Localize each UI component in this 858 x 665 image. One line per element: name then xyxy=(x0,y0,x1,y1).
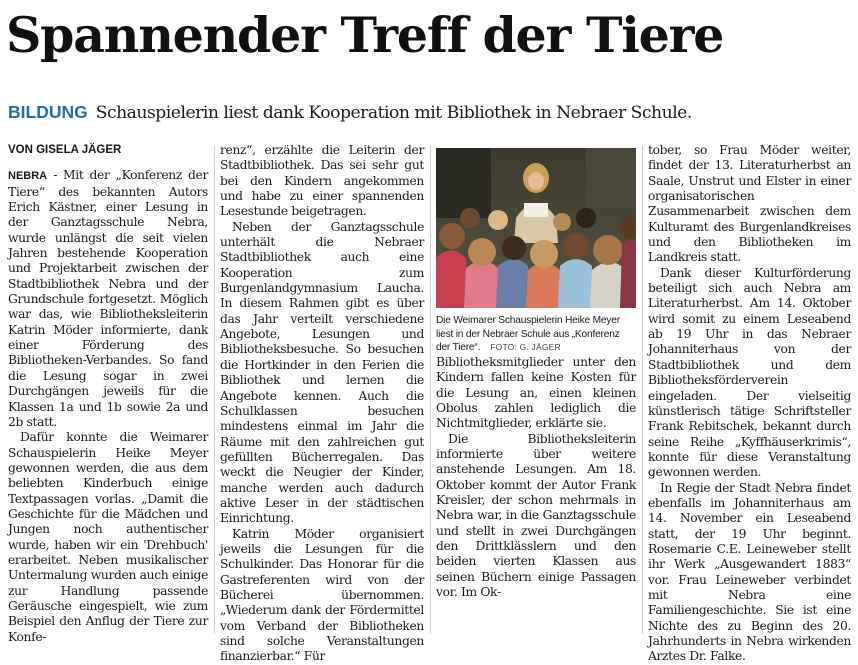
article-photo xyxy=(436,148,636,308)
paragraph: Die Bibliotheksleiterin informierte über weitere anstehende Lesungen. Am 18. Oktober kommt der Autor Frank Kreisler, der schon mehrmals in Nebra war, in die Ganztagsschule und stellt in zwei Durchgängen den Drittklässlern und den beiden vierten Klassen aus seinen Büchern einige Passagen vor. Im Ok- xyxy=(436,431,636,600)
paragraph: In Regie der Stadt Nebra findet ebenfalls im Johanniterhaus am 14. November ein Leseabend statt, der 19 Uhr beginnt. Rosemarie C.E. Leineweber stellt ihr Werk „Ausgewandert 1883“ vor. Frau Leineweber verbindet mit Nebra eine Familiengeschichte. Sie ist eine Nichte des zu Beginn des 20. Jahrhunderts in Nebra wirkenden Arztes Dr. Falke. xyxy=(648,480,851,664)
caption-text: Die Weimarer Schauspielerin Heike Meyer liest in der Nebraer Schule aus „Konferenz der Tiere“. xyxy=(436,315,620,353)
article-column-2 xyxy=(220,143,424,665)
dateline: NEBRA xyxy=(8,170,48,183)
column-divider xyxy=(430,146,431,634)
paragraph xyxy=(8,168,208,430)
reading-photo-illustration xyxy=(436,148,636,308)
paragraph: Katrin Möder organisiert jeweils die Lesungen für die Schulkinder. Das Honorar für die Gastreferenten wird von der Bücherei übernommen. „Wiederum dank der Fördermittel vom Verband der Bibliotheken sind solche Veranstaltungen finanzierbar.“ Für xyxy=(220,526,424,664)
photo-credit: FOTO: G. JÄGER xyxy=(490,342,561,352)
subheadline xyxy=(8,100,854,125)
photo-caption xyxy=(436,314,636,355)
paragraph: Dank dieser Kulturförderung beteiligt sich auch Nebra am Literaturherbst. Am 14. Oktober wird somit zu einem Leseabend ab 19 Uhr in das Nebraer Johanniterhaus von der Stadtbibliothek und dem Bibliotheksförderverein eingeladen. Der vielseitig künstlerisch tätige Schriftsteller Frank Rebitschek, bekannt durch seine Reihe „Kyffhäuserkrimis“, konnte für diese Veranstaltung gewonnen werden. xyxy=(648,265,851,480)
column-divider xyxy=(642,146,643,634)
article-column-1 xyxy=(8,143,208,645)
paragraph: tober, so Frau Möder weiter, findet der 13. Literaturherbst an Saale, Unstrut und Elster in einer organisatorischen Zusammenarbeit zwischen dem Kulturamt des Burgenlandkreises und den Bibliotheken im Landkreis statt. xyxy=(648,143,851,265)
article-column-3 xyxy=(436,355,636,601)
paragraph: Bibliotheksmitglieder unter den Kindern fallen keine Kosten für die Lesung an, einen kleinen Obolus zahlen lediglich die Nichtmitglieder, erklärte sie. xyxy=(436,355,636,431)
subheadline-text: Schauspielerin liest dank Kooperation mit Bibliothek in Nebraer Schule. xyxy=(95,103,692,123)
article-column-4 xyxy=(648,143,851,665)
paragraph: Dafür konnte die Weimarer Schauspielerin Heike Meyer gewonnen werden, die aus dem beliebten Kinderbuch einige Textpassagen vorlas. „Damit die Geschichte für die Mädchen und Jungen noch authentischer wurde, haben wir ein 'Drehbuch' erarbeitet. Neben musikalischer Untermalung wurden auch einige zur Handlung passende Geräusche eingespielt, wie zum Beispiel den Anflug der Tiere zur Konfe- xyxy=(8,430,208,644)
paragraph: Neben der Ganztagsschule unterhält die Nebraer Stadtbibliothek auch eine Kooperation zum Burgenlandgymnasium Laucha. In diesem Rahmen gibt es über das Jahr verteilt verschiedene Angebote, Lesungen und Bibliotheksbesuche. So besuchen die Hortkinder in den Ferien die Bibliothek und lernen die Angebote kennen. Auch die Schulklassen besuchen mindestens einmal im Jahr die Räume mit den zahlreichen gut gefüllten Bücherregalen. Das weckt die Neugier der Kinder, manche werden auch dadurch aktive Leser in der städtischen Einrichtung. xyxy=(220,219,424,526)
byline: VON GISELA JÄGER xyxy=(8,144,122,156)
paragraph: renz“, erzählte die Leiterin der Stadtbibliothek. Das sei sehr gut bei den Kindern angekommen und habe zu einer spannenden Lesestunde beigetragen. xyxy=(220,143,424,219)
section-kicker: BILDUNG xyxy=(8,102,88,122)
paragraph-text: - Mit der „Konferenz der Tiere“ des bekannten Autors Erich Kästner, einer Lesung in der Ganztagsschule Nebra, wurde unlängst die seit vielen Jahren bestehende Kooperation und Projektarbeit zwischen der Stadtbibliothek Nebra und der Grundschule fortgesetzt. Möglich war das, wie Bibliotheksleiterin Katrin Möder informierte, dank einer Förderung des Bibliotheken-Verbandes. So fand die Lesung sogar in zwei Durchgängen jeweils für die Klassen 1a und 1b sowie 2a und 2b statt. xyxy=(8,168,209,429)
column-divider xyxy=(214,146,215,634)
headline: Spannender Treff der Tiere xyxy=(6,6,724,64)
